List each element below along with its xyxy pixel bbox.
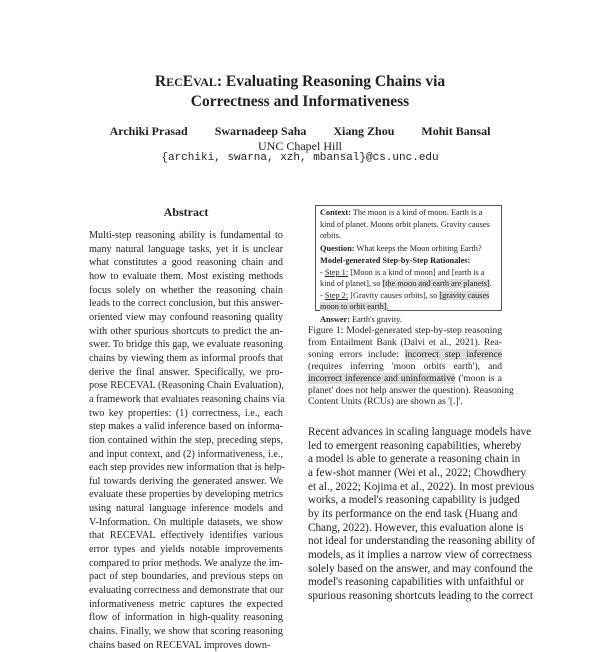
answer-text: Earth's gravity. [352,314,402,324]
email: {archiki, swarna, xzh, mbansal}@cs.unc.edu [161,152,439,164]
text-line: a few-shot manner (Wei et al., 2022; Chowdhery [308,466,527,479]
title-line-1: : Evaluating Reasoning Chains via [216,73,446,90]
text-line: a framework that evaluates reasoning chains via [89,393,285,405]
text-line: informativeness metric captures the expected [89,598,283,610]
text-line: flow of information in high-quality reasoning [89,612,283,624]
text-line: models, as it implies a narrow view of correctness [308,548,532,561]
paper-title [0,72,600,111]
text-line: works, a model's reasoning capability is judged [308,494,520,507]
abstract-heading: Abstract [163,205,209,219]
text-line: led to emergent reasoning capabilities, whereby [308,439,522,452]
text-line: solely based on the answer, and may confound the [308,562,533,575]
authors [0,124,600,139]
text-line: two key properties: (1) correctness, i.e., each [89,407,283,419]
title-line-2: Correctness and Informativeness [190,93,410,110]
text-line: spurious reasoning shortcuts leading to the correct [308,589,533,602]
text-line: a model is able to generate a reasoning chain in [308,453,521,466]
text-line: chains. Finally, we show that scoring reasoning [89,626,283,638]
title-name: VAL [193,75,217,89]
text-line: evaluating correctness and demonstrate that our [89,585,284,597]
context-label: Context: [320,208,351,217]
text-line: V-Information. On multiple datasets, we show [89,516,283,528]
text-line: not ideal for understanding the reasoning ability of [308,535,536,548]
text-line: Chang, 2022). However, this evaluation alone is [308,521,524,534]
text-line: from Entailment Bank (Dalvi et al., 2021). Rea- [308,336,502,348]
text-line: tion contained within the step, preceding steps, [89,434,283,446]
text-line: Recent advances in scaling language models have [308,426,532,438]
text-line: swer. To bridge this gap, we evaluate reasoning [89,339,283,351]
text-line: Figure 1: Model-generated step-by-step reasoning [308,325,502,336]
text-line: (requires inferring 'moon orbits earth'), and [308,360,502,372]
title-name: R [154,73,167,90]
text-line: model's reasoning capabilities with unfaithful or [308,576,525,589]
text-line: that RECEVAL effectively identifies various [89,530,283,542]
author: Mohit Bansal [421,124,491,138]
text-line: derive the final answer. Specifically, we pro- [89,366,283,378]
text-line: by its performance on the end task (Huang and [308,507,518,520]
step-2-label: Step 2: [324,290,349,300]
question-text: What keeps the Moon orbiting Earth? [356,243,482,253]
author: Swarnadeep Saha [214,124,307,138]
title-name: EC [166,75,183,89]
question-label: Question: [320,243,355,253]
title-name: E [182,73,194,90]
text-line: using natural language inference models and [89,503,283,515]
abstract-body [89,229,286,652]
figure-caption [308,325,514,408]
text-line: chains based on RECEVAL improves down- [89,639,271,651]
step-1-label: Step 1: [324,267,349,277]
step-1-conclusion: [the moon and earth are planets] [382,279,490,288]
text-line: leads to the correct conclusion, but this answer- [89,298,283,310]
intro-body [308,426,536,604]
step-2-premises: [Gravity causes orbits], so [350,290,438,300]
text-line: error types and yields notable improvements [89,544,283,556]
text-line: what constitutes a good reasoning chain and [89,257,283,269]
text-line: et al., 2022; Kojima et al., 2022). In most previous [308,480,535,493]
error-highlight: incorrect inference and uninformative [308,372,456,384]
step-2-conclusion: [gravity causes moon to orbit earth] [320,290,490,311]
text-line: with other spurious shortcuts to predict the an- [89,325,283,337]
text-line: incorrect inference and uninformative ('moon is a [308,372,502,384]
step-1-premises: [Moon is a kind of moon] and [earth is a kind of planet], so [320,267,485,288]
text-line: compared to prior methods. We analyze the im- [89,557,283,569]
text-line: focus solely on whether the reasoning chain [89,284,283,296]
text-line: pose RECEVAL (Reasoning Chain Evaluation), [89,380,284,392]
rationales-label: Model-generated Step-by-Step Rationales: [320,256,471,265]
text-line: planet' does not help answer the question). Reasoning [308,384,514,396]
text-line: soning errors include: incorrect step inference [308,348,502,360]
author: Archiki Prasad [109,124,188,138]
context-text: The moon is a kind of moon. Earth is a kind of planet. Moons orbit planets. Gravity causes orbits. [320,208,490,240]
text-line: oriented view may confound reasoning quality [89,311,283,323]
text-line: Content Units (RCUs) are shown as '[.]'. [308,396,463,408]
error-highlight: incorrect step inference [404,348,502,360]
affiliation: UNC Chapel Hill [258,139,342,153]
text-line: chains by viewing them as informal proofs that [89,352,283,364]
text-line: pact of step boundaries, and previous steps on [89,571,283,583]
text-line: how to evaluate them. Most existing methods [89,270,283,282]
text-line: ful towards deriving the generated answer. We [89,475,283,487]
text-line: step makes a valid inference based on informa- [89,421,283,433]
author: Xiang Zhou [333,124,395,138]
text-line: each step provides new information that is help- [89,462,286,474]
answer-label: Answer: [320,314,350,324]
text-line: and input context, and (2) informativeness, i.e., [89,448,283,460]
figure-1-box: Context: The moon is a kind of moon. Earth is a kind of planet. Moons orbit planets. Gravity causes orbits. Question: What keeps the Moon orbiting Earth? Model-generated Step-by-Step Rationales: - Step 1: [Moon is a kind of moon] and [earth is a kind of planet], so [the moon and earth are planets]. - Step 2: [Gravity causes orbits], so [gravity causes moon to orbit earth]. Answer: Earth's gravity. [315,205,502,311]
text-line: many natural language tasks, yet it is unclear [89,243,283,255]
text-line: evaluate these properties by developing metrics [89,489,283,501]
text-line: Multi-step reasoning ability is fundamental to [89,230,283,241]
